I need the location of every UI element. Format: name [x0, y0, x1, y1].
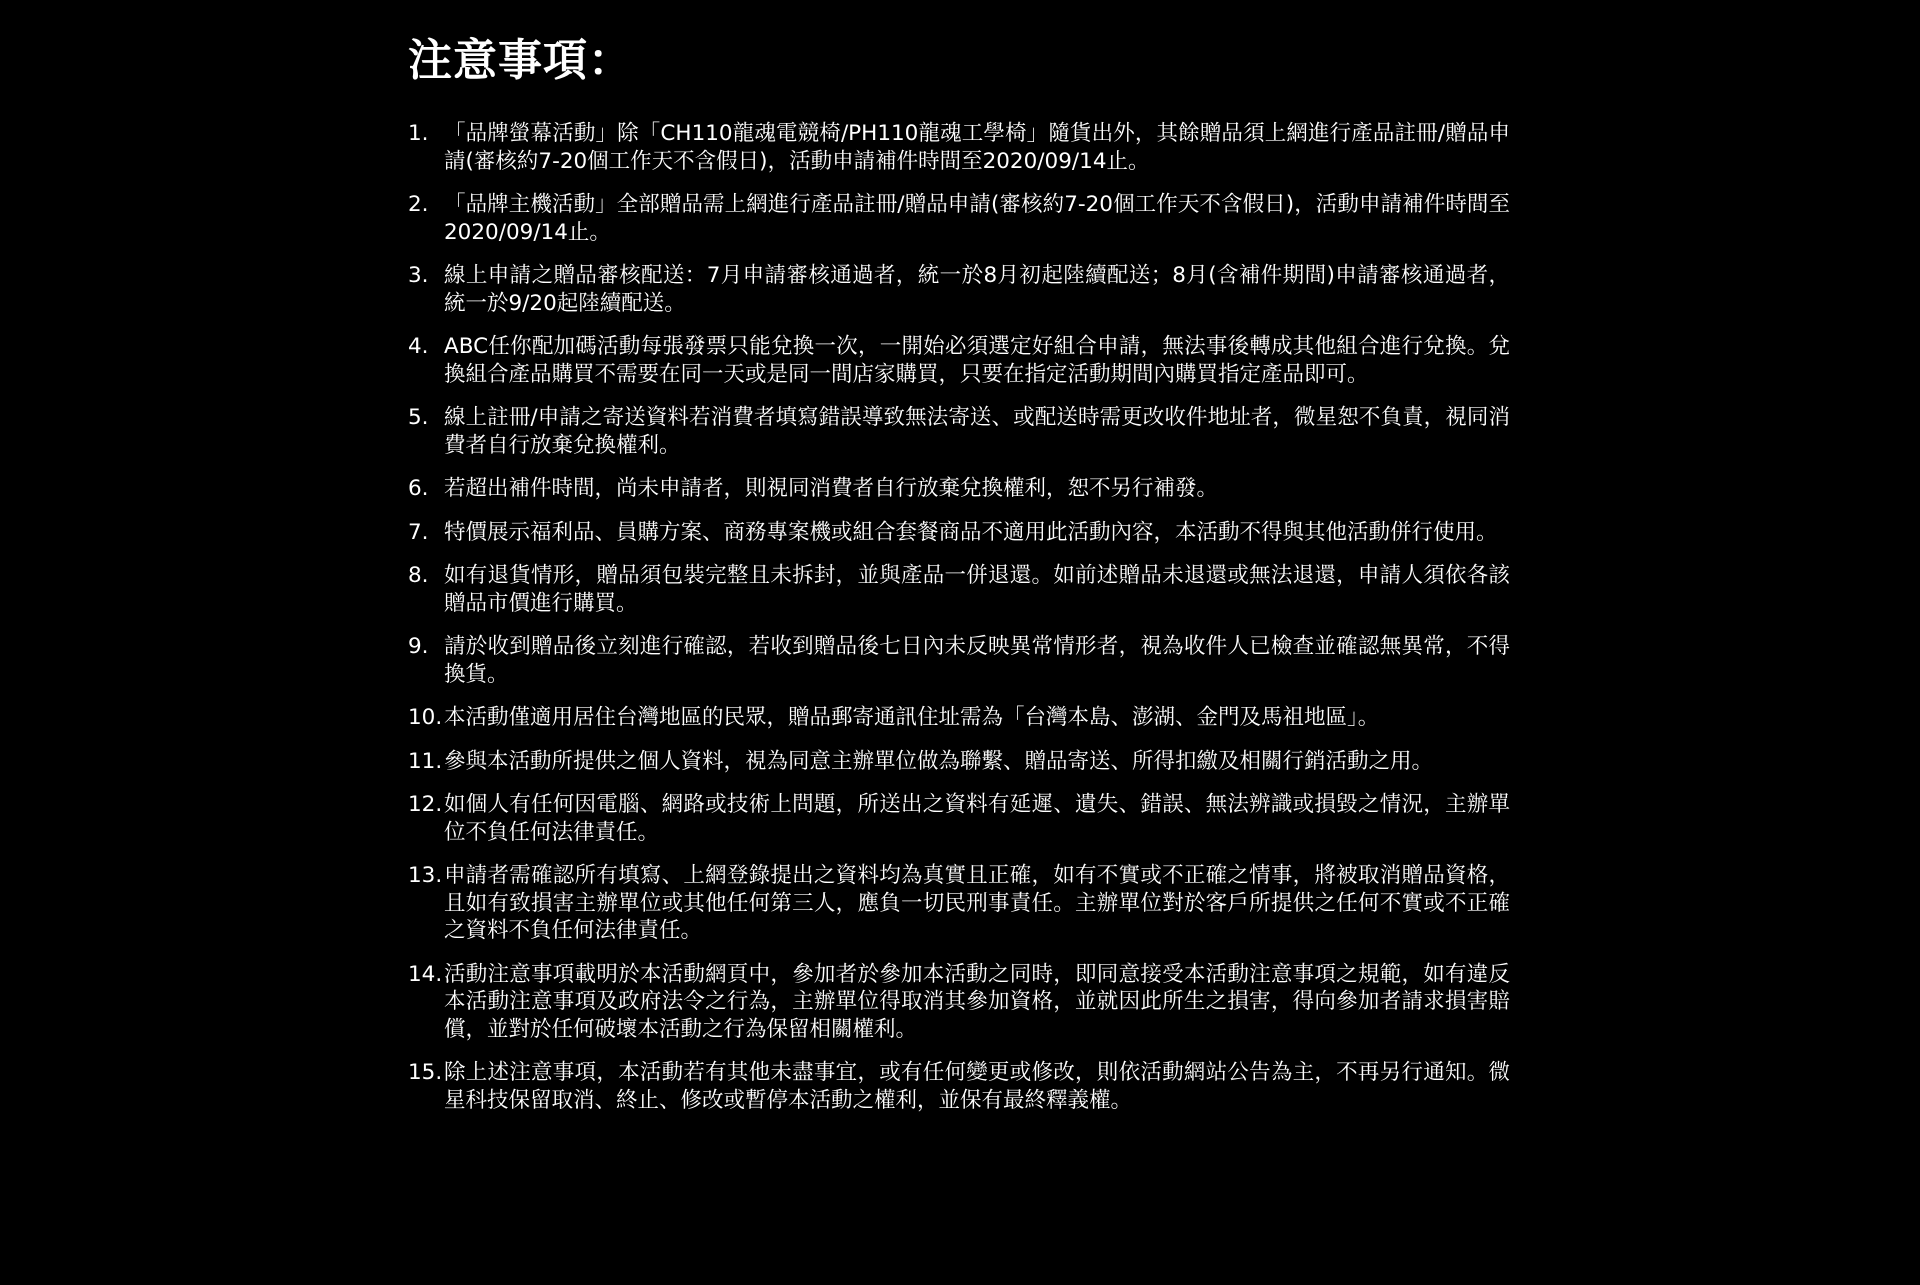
notice-item-text: 申請者需確認所有填寫、上網登錄提出之資料均為真實且正確，如有不實或不正確之情事，將被取消贈品資格，且如有致損害主辦單位或其他任何第三人，應負一切民刑事責任。主辦單位對於客戶所提供之任何不實或不正確之資料不負任何法律責任。: [444, 863, 1510, 943]
notice-item: [408, 704, 1510, 732]
notice-title: 注意事項：: [408, 35, 633, 86]
notice-item-text: 線上註冊/申請之寄送資料若消費者填寫錯誤導致無法寄送、或配送時需更改收件地址者，微星恕不負責，視同消費者自行放棄兌換權利。: [444, 405, 1510, 458]
notice-item-text: 若超出補件時間，尚未申請者，則視同消費者自行放棄兌換權利，恕不另行補發。: [444, 476, 1219, 501]
notice-item-number: 9.: [408, 634, 429, 659]
notice-section: [408, 30, 1510, 1130]
notice-item-text: 如有退貨情形，贈品須包裝完整且未拆封，並與產品一併退還。如前述贈品未退還或無法退還，申請人須依各該贈品市價進行購買。: [444, 563, 1510, 616]
notice-item-text: 本活動僅適用居住台灣地區的民眾，贈品郵寄通訊住址需為「台灣本島、澎湖、金門及馬祖地區」。: [444, 705, 1380, 730]
notice-item-text: ABC任你配加碼活動每張發票只能兌換一次，一開始必須選定好組合申請，無法事後轉成其他組合進行兌換。兌換組合產品購買不需要在同一天或是同一間店家購買，只要在指定活動期間內購買指定產品即可。: [444, 334, 1510, 387]
notice-item: [408, 748, 1510, 776]
notice-item: [408, 633, 1510, 688]
notice-item-text: 「品牌主機活動」全部贈品需上網進行產品註冊/贈品申請(審核約7-20個工作天不含假日)，活動申請補件時間至2020/09/14止。: [444, 192, 1510, 245]
notice-item-number: 7.: [408, 519, 429, 545]
notice-item: [408, 1059, 1510, 1114]
notice-item-text: 特價展示福利品、員購方案、商務專案機或組合套餐商品不適用此活動內容，本活動不得與其他活動併行使用。: [444, 519, 1498, 545]
notice-item: [408, 562, 1510, 617]
notice-item: [408, 404, 1510, 459]
notice-item-number: 12.: [408, 792, 443, 817]
notice-item-number: 5.: [408, 405, 429, 430]
notice-item-number: 4.: [408, 334, 429, 359]
notice-item-number: 11.: [408, 748, 443, 774]
notice-item-number: 8.: [408, 563, 429, 588]
notice-item: [408, 475, 1510, 503]
notice-list: [408, 120, 1510, 1114]
notice-item-text: 如個人有任何因電腦、網路或技術上問題，所送出之資料有延遲、遺失、錯誤、無法辨識或損毀之情況，主辦單位不負任何法律責任。: [444, 792, 1510, 845]
notice-item: [408, 791, 1510, 846]
notice-item-number: 2.: [408, 192, 429, 217]
notice-item-number: 10.: [408, 705, 443, 730]
notice-item-text: 請於收到贈品後立刻進行確認，若收到贈品後七日內未反映異常情形者，視為收件人已檢查並確認無異常，不得換貨。: [444, 634, 1510, 687]
notice-item-text: 活動注意事項載明於本活動網頁中，參加者於參加本活動之同時，即同意接受本活動注意事項之規範，如有違反本活動注意事項及政府法令之行為，主辦單位得取消其參加資格，並就因此所生之損害，得向參加者請求損害賠償，並對於任何破壞本活動之行為保留相關權利。: [444, 961, 1510, 1042]
notice-item-number: 1.: [408, 121, 429, 146]
notice-item-number: 14.: [408, 961, 443, 987]
notice-item-number: 13.: [408, 863, 443, 888]
notice-item-number: 15.: [408, 1060, 443, 1085]
notice-item-text: 參與本活動所提供之個人資料，視為同意主辦單位做為聯繫、贈品寄送、所得扣繳及相關行銷活動之用。: [444, 748, 1434, 774]
notice-item-text: 線上申請之贈品審核配送：7月申請審核通過者，統一於8月初起陸續配送；8月(含補件期間)申請審核通過者，統一於9/20起陸續配送。: [444, 263, 1510, 316]
notice-item: [408, 191, 1510, 246]
notice-item-text: 除上述注意事項，本活動若有其他未盡事宜，或有任何變更或修改，則依活動網站公告為主，不再另行通知。微星科技保留取消、終止、修改或暫停本活動之權利，並保有最終釋義權。: [444, 1060, 1510, 1113]
notice-item-text: 「品牌螢幕活動」除「CH110龍魂電競椅/PH110龍魂工學椅」隨貨出外，其餘贈品須上網進行產品註冊/贈品申請(審核約7-20個工作天不含假日)，活動申請補件時間至2020/09/14止。: [444, 121, 1510, 174]
notice-item: [408, 961, 1510, 1044]
notice-item: [408, 120, 1510, 175]
notice-item: [408, 862, 1510, 945]
notice-item: [408, 262, 1510, 317]
notice-item: [408, 519, 1510, 547]
notice-item: [408, 333, 1510, 388]
notice-item-number: 6.: [408, 476, 429, 501]
notice-item-number: 3.: [408, 263, 429, 288]
